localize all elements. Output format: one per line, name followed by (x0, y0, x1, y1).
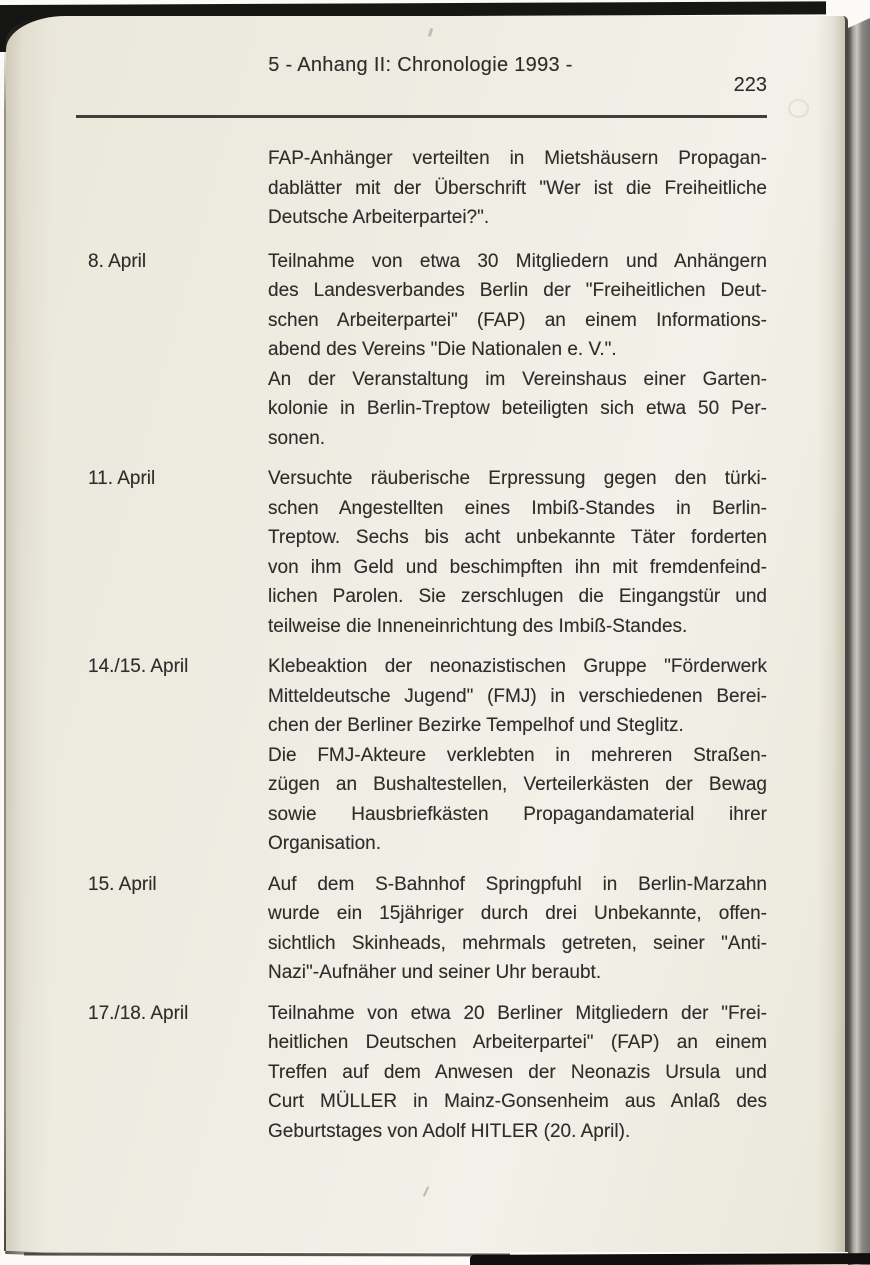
text-line: Nazi"-Aufnäher und seiner Uhr beraubt. (268, 962, 602, 983)
text-line: Organisation. (268, 833, 382, 854)
text-line: Treffen auf dem Anwesen der Neonazis Ursula und (268, 1061, 767, 1083)
text-line: Treptow. Sechs bis acht unbekannte Täter forderten (268, 527, 767, 548)
chronology-entry (88, 144, 767, 233)
text-line: sichtlich Skinheads, mehrmals getreten, seiner "Anti- (268, 932, 767, 954)
chronology-entry (88, 870, 767, 988)
entry-date: 14./15. April (88, 656, 189, 677)
chronology-entry (88, 464, 767, 641)
entry-paragraph (268, 741, 767, 859)
text-line: abend des Vereins "Die Nationalen e. V.". (268, 339, 617, 360)
entry-body (268, 464, 767, 641)
paper-page (6, 16, 848, 1252)
text-line: Mitteldeutsche Jugend" (FMJ) in verschiedenen Berei- (268, 685, 767, 707)
entry-paragraph (268, 870, 767, 988)
entry-body (268, 652, 767, 859)
text-line: lichen Parolen. Sie zerschlugen die Eingangstür und (268, 586, 767, 607)
book-edge-right (848, 18, 870, 1265)
entry-body (268, 144, 767, 233)
chronology-entry (88, 247, 767, 454)
text-line: zügen an Bushaltestellen, Verteilerkästen der Bewag (268, 774, 767, 795)
chronology-entry (88, 652, 767, 859)
entry-paragraph (268, 652, 767, 741)
text-line: von ihm Geld und beschimpften ihn mit fremdenfeind- (268, 556, 767, 578)
text-line: des Landesverbandes Berlin der "Freiheitlichen Deut- (268, 280, 767, 301)
header-divider-line (76, 115, 767, 118)
text-line: teilweise die Inneneinrichtung des Imbiß-Standes. (268, 615, 688, 637)
text-line: schen Angestellten eines Imbiß-Standes in Berlin- (268, 497, 767, 519)
chronology-entry (88, 999, 767, 1147)
entry-date: 11. April (88, 468, 156, 489)
text-line: dablätter mit der Überschrift "Wer ist die Freiheitliche (268, 177, 767, 199)
scan-edge-bottom-line (24, 1252, 510, 1256)
text-line: wurde ein 15jähriger durch drei Unbekannte, offen- (268, 903, 767, 924)
entry-date: 8. April (88, 250, 147, 272)
text-line: An der Veranstaltung im Vereinshaus einer Garten- (268, 368, 767, 390)
text-line: Deutsche Arbeiterpartei?". (268, 207, 490, 228)
page-header-title: 5 - Anhang II: Chronologie 1993 - (268, 54, 573, 76)
entry-body (268, 999, 767, 1147)
text-line: Teilnahme von etwa 20 Berliner Mitgliedern der "Frei- (268, 1002, 767, 1024)
entry-body (268, 247, 767, 454)
entry-body (268, 870, 767, 988)
text-line: heitlichen Deutschen Arbeiterpartei" (FAP) an einem (268, 1032, 767, 1053)
text-line: Klebeaktion der neonazistischen Gruppe "Förderwerk (268, 656, 767, 677)
chronology-list (88, 144, 767, 1157)
scan-edge-bottom (470, 1253, 870, 1265)
scan-smudge (788, 99, 809, 118)
text-line: sowie Hausbriefkästen Propagandamaterial ihrer (268, 803, 767, 825)
text-line: schen Arbeiterpartei" (FAP) an einem Informations- (268, 309, 767, 331)
text-line: Curt MÜLLER in Mainz-Gonsenheim aus Anlaß des (268, 1091, 767, 1112)
text-line: sonen. (268, 427, 326, 449)
text-line: Auf dem S-Bahnhof Springpfuhl in Berlin-Marzahn (268, 873, 767, 895)
text-line: kolonie in Berlin-Treptow beteiligten sich etwa 50 Per- (268, 398, 767, 419)
entry-date: 17./18. April (88, 1002, 189, 1024)
page-number: 223 (733, 74, 767, 96)
book-spine-line (4, 38, 6, 1251)
entry-paragraph (268, 999, 767, 1147)
entry-paragraph (268, 365, 767, 454)
entry-paragraph (268, 464, 767, 641)
text-line: Versuchte räuberische Erpressung gegen den türki- (268, 468, 767, 489)
text-line: Die FMJ-Akteure verklebten in mehreren Straßen- (268, 744, 767, 766)
text-line: Geburtstages von Adolf HITLER (20. April). (268, 1120, 631, 1142)
entry-paragraph (268, 247, 767, 365)
text-line: chen der Berliner Bezirke Tempelhof und Steglitz. (268, 715, 684, 736)
entry-date: 15. April (88, 873, 157, 895)
entry-paragraph (268, 144, 767, 233)
entry-date (88, 144, 268, 233)
text-line: Teilnahme von etwa 30 Mitgliedern und Anhängern (268, 250, 767, 272)
text-line: FAP-Anhänger verteilten in Mietshäusern Propagan- (268, 148, 767, 169)
